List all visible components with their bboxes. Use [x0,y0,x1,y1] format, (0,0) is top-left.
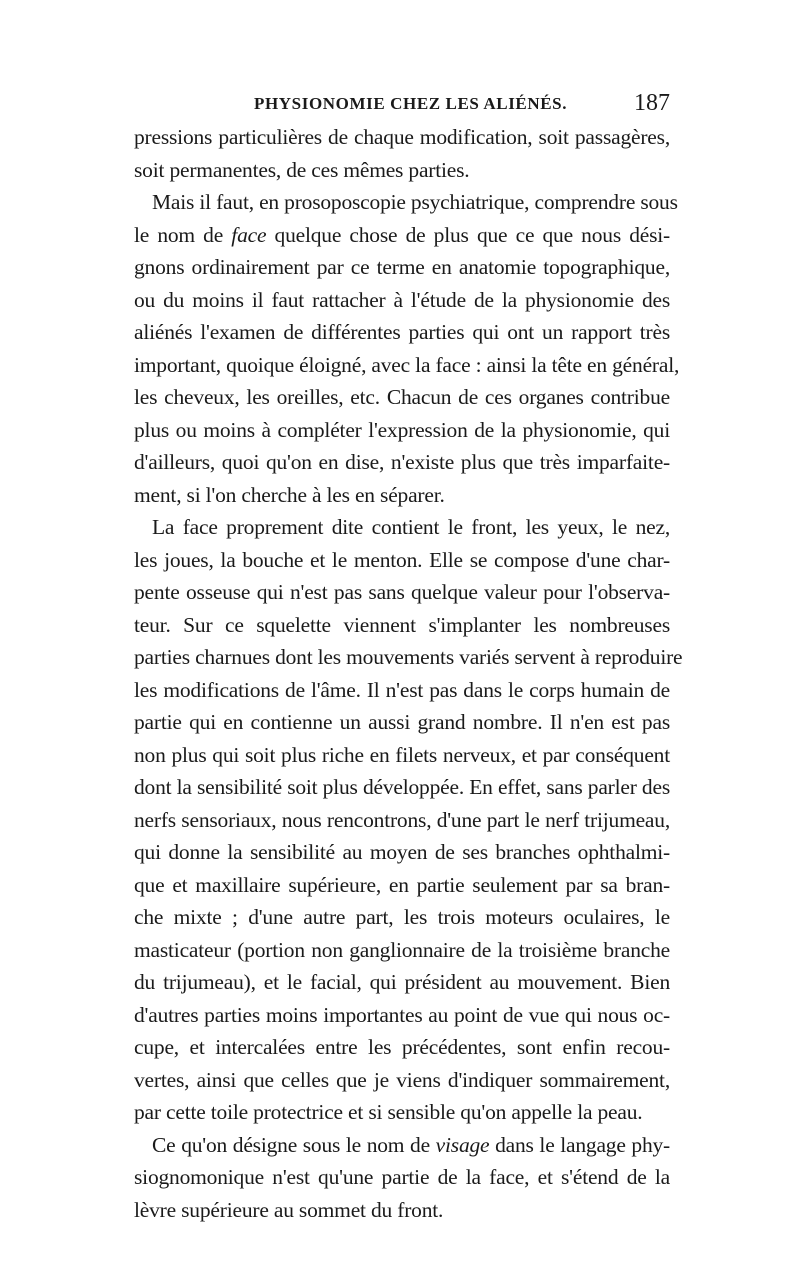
running-head [134,92,670,122]
text-segment: Ce qu'on désigne sous le nom de [152,1132,430,1157]
text-line: partie qui en contienne un aussi grand nombre. Il n'en est pas [134,710,670,734]
text-line: non plus qui soit plus riche en filets nerveux, et par conséquent [134,742,670,767]
text-line: che mixte ; d'une autre part, les trois moteurs oculaires, le [134,905,670,929]
italic-term: face [231,222,267,247]
text-line: aliénés l'examen de différentes parties qui ont un rapport très [134,320,670,344]
page-number: 187 [634,90,670,116]
text-segment: le nom de [134,222,224,247]
text-line: plus ou moins à compléter l'expression de la physionomie, qui [134,417,670,442]
text-line: ment, si l'on cherche à les en séparer. [134,482,445,507]
text-line: nerfs sensoriaux, nous rencontrons, d'une part le nerf trijumeau, [134,807,670,832]
text-line: qui donne la sensibilité au moyen de ses branches ophthalmi- [134,840,670,864]
body-text [134,121,683,1226]
text-line: siognomonique n'est qu'une partie de la face, et s'étend de la [134,1165,670,1189]
text-line: masticateur (portion non ganglionnaire de la troisième branche [134,937,670,962]
text-line: vertes, ainsi que celles que je viens d'indiquer sommairement, [134,1067,670,1092]
text-line: d'ailleurs, quoi qu'on en dise, n'existe plus que très imparfaite- [134,450,670,474]
text-line: ou du moins il faut rattacher à l'étude de la physionomie des [134,287,670,312]
text-line: soit permanentes, de ces mêmes parties. [134,157,470,182]
text-line: gnons ordinairement par ce terme en anatomie topographique, [134,255,670,279]
running-title: PHYSIONOMIE CHEZ LES ALIÉNÉS. [254,94,568,113]
text-line: d'autres parties moins importantes au point de vue qui nous oc- [134,1002,670,1027]
text-line: les cheveux, les oreilles, etc. Chacun de ces organes contribue [134,385,670,409]
text-line: important, quoique éloigné, avec la face : ainsi la tête en général, [134,352,680,377]
text-line: les modifications de l'âme. Il n'est pas dans le corps humain de [134,677,670,702]
text-line: dont la sensibilité soit plus développée. En effet, sans parler des [134,775,670,799]
text-line: pressions particulières de chaque modification, soit passagères, [134,125,670,149]
text-line: cupe, et intercalées entre les précédentes, sont enfin recou- [134,1035,670,1059]
paragraph-first-line: La face proprement dite contient le front, les yeux, le nez, [152,515,670,539]
text-line: que et maxillaire supérieure, en partie seulement par sa bran- [134,872,670,897]
text-line: les joues, la bouche et le menton. Elle se compose d'une char- [134,547,670,572]
paragraph-first-line [134,1129,670,1162]
text-line: du trijumeau), et le facial, qui président au mouvement. Bien [134,970,670,994]
italic-term: visage [435,1132,490,1157]
text-line: lèvre supérieure au sommet du front. [134,1197,444,1222]
text-line: pente osseuse qui n'est pas sans quelque valeur pour l'observa- [134,580,670,604]
text-segment: quelque chose de plus que ce que nous dési- [274,222,670,247]
text-line: parties charnues dont les mouvements variés servent à reproduire [134,645,683,669]
paragraph-first-line: Mais il faut, en prosoposcopie psychiatrique, comprendre sous [152,190,678,214]
text-line: teur. Sur ce squelette viennent s'implanter les nombreuses [134,612,670,637]
text-line [134,219,670,252]
text-segment: dans le langage phy- [495,1132,671,1157]
text-line: par cette toile protectrice et si sensible qu'on appelle la peau. [134,1100,643,1124]
